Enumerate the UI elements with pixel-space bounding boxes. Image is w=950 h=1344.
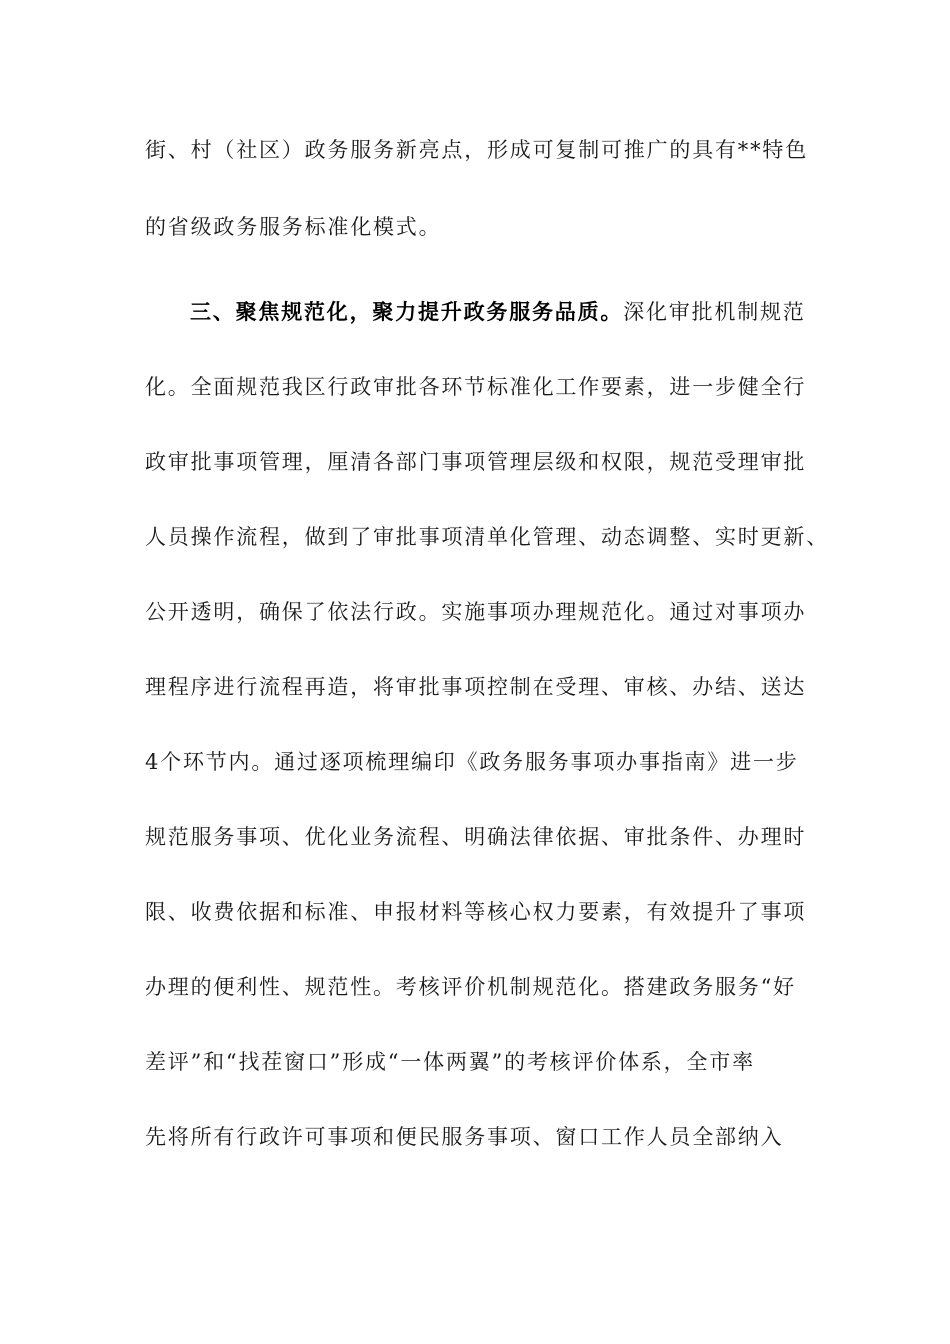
text-line: 差评”和“找茬窗口”形成“一体两翼”的考核评价体系，全市率 <box>145 1050 755 1074</box>
text-line: 人员操作流程，做到了审批事项清单化管理、动态调整、实时更新、 <box>145 525 829 549</box>
text-line: 政审批事项管理，厘清各部门事项管理层级和权限，规范受理审批 <box>145 450 807 474</box>
text-line: 规范服务事项、优化业务流程、明确法律依据、审批条件、办理时 <box>145 825 807 849</box>
text-line: 理程序进行流程再造，将审批事项控制在受理、审核、办结、送达 <box>145 675 807 699</box>
text-line: 办理的便利性、规范性。考核评价机制规范化。搭建政务服务“好 <box>145 975 796 999</box>
section-3-heading: 三、聚焦规范化，聚力提升政务服务品质。 <box>190 299 624 324</box>
text-line: 街、村（社区）政务服务新亮点，形成可复制可推广的具有**特色 <box>145 138 808 162</box>
text-line: 4个环节内。通过逐项梳理编印《政务服务事项办事指南》进一步 <box>145 750 799 774</box>
section-3-first-line <box>190 292 806 332</box>
text-line: 的省级政务服务标准化模式。 <box>145 215 442 239</box>
text-line: 先将所有行政许可事项和便民服务事项、窗口工作人员全部纳入 <box>145 1125 784 1149</box>
text-line: 化。全面规范我区行政审批各环节标准化工作要素，进一步健全行 <box>145 375 807 399</box>
section-3-text: 深化审批机制规范 <box>623 300 806 324</box>
text-line: 公开透明，确保了依法行政。实施事项办理规范化。通过对事项办 <box>145 600 807 624</box>
text-line: 限、收费依据和标准、申报材料等核心权力要素，有效提升了事项 <box>145 900 807 924</box>
